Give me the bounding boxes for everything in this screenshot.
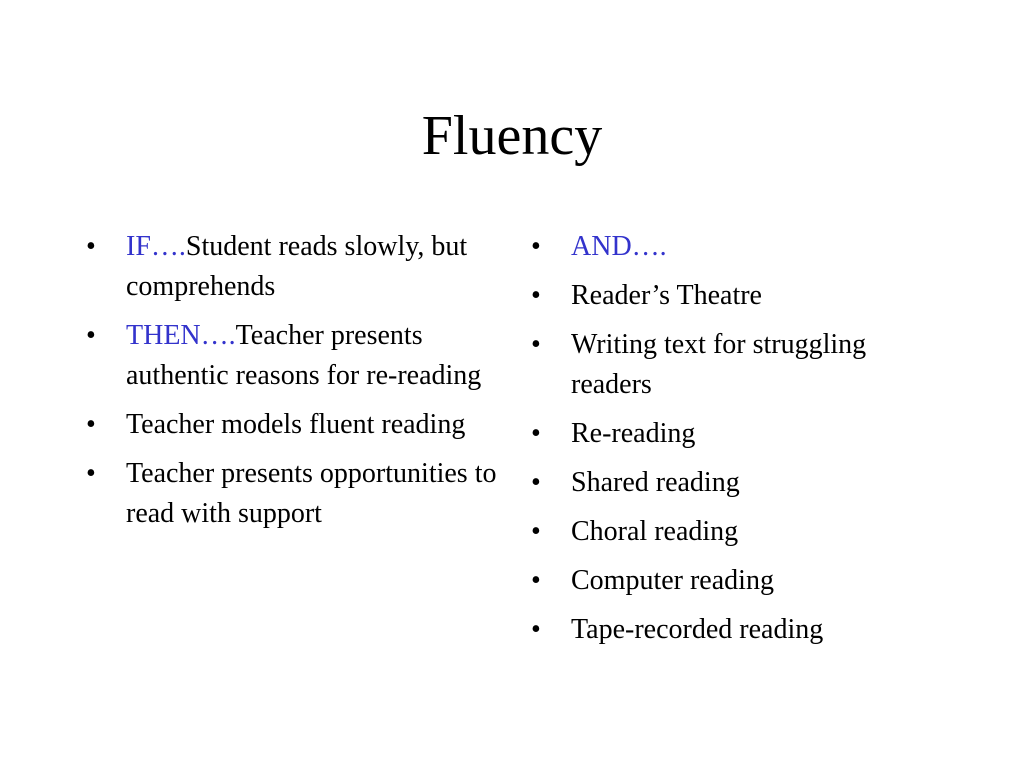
item-text: Teacher models fluent reading <box>126 409 466 440</box>
list-item <box>531 276 951 316</box>
item-lead: IF…. <box>126 231 186 262</box>
item-text: Choral reading <box>571 516 739 547</box>
item-lead: THEN…. <box>126 320 236 351</box>
bullet-icon: • <box>86 409 96 440</box>
list-item <box>531 610 951 650</box>
list-item <box>86 454 506 534</box>
bullet-icon: • <box>86 231 96 262</box>
bullet-icon: • <box>86 320 96 351</box>
bullet-icon: • <box>531 418 541 449</box>
bullet-icon: • <box>531 280 541 311</box>
item-text: Teacher presents authentic reasons for re-reading <box>126 320 482 391</box>
list-item <box>531 561 951 601</box>
list-item <box>531 414 951 454</box>
item-text: Tape-recorded reading <box>571 614 824 645</box>
bullet-icon: • <box>86 458 96 489</box>
item-lead: AND…. <box>571 231 667 262</box>
list-item <box>86 227 506 307</box>
item-text: Computer reading <box>571 565 774 596</box>
left-bullet-list <box>86 227 506 543</box>
list-item <box>86 405 506 445</box>
bullet-icon: • <box>531 614 541 645</box>
bullet-icon: • <box>531 467 541 498</box>
bullet-icon: • <box>531 565 541 596</box>
item-text: Teacher presents opportunities to read with support <box>126 458 497 529</box>
item-text: Shared reading <box>571 467 740 498</box>
list-item <box>531 512 951 552</box>
item-text: Student reads slowly, but comprehends <box>126 231 468 302</box>
slide-title: Fluency <box>421 105 603 167</box>
item-text: Writing text for struggling readers <box>571 329 867 400</box>
list-item <box>531 325 951 405</box>
list-item <box>531 463 951 503</box>
right-bullet-list <box>531 227 951 659</box>
bullet-icon: • <box>531 231 541 262</box>
list-item <box>86 316 506 396</box>
item-text: Reader’s Theatre <box>571 280 762 311</box>
bullet-icon: • <box>531 516 541 547</box>
bullet-icon: • <box>531 329 541 360</box>
list-item <box>531 227 951 267</box>
item-text: Re-reading <box>571 418 696 449</box>
